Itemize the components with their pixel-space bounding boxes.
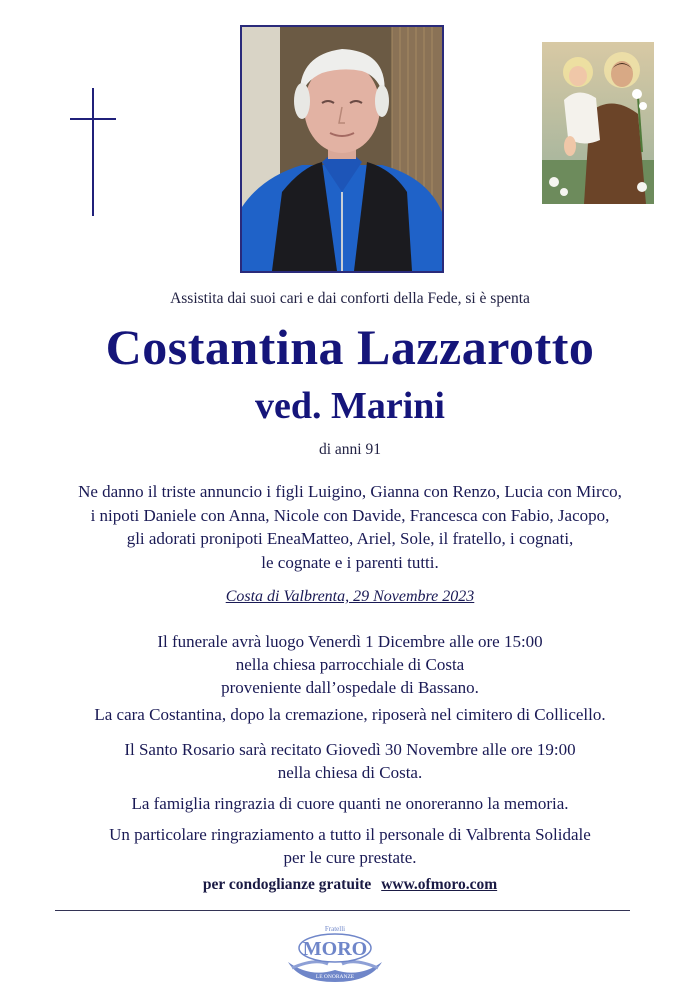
age-text: di anni 91	[319, 441, 381, 458]
funeral-line: proveniente dall’ospedale di Bassano.	[221, 678, 479, 697]
place-date	[0, 588, 700, 606]
announcement-paragraph	[0, 480, 700, 574]
funeral-line: Il funerale avrà luogo Venerdì 1 Dicembre alle ore 15:00	[157, 632, 543, 651]
rosary-info	[0, 738, 700, 784]
staff-thanks	[0, 823, 700, 869]
saint-image	[542, 42, 654, 204]
condolences-link[interactable]: www.ofmoro.com	[381, 876, 498, 893]
place-date-text: Costa di Valbrenta, 29 Novembre 2023	[225, 588, 475, 605]
staff-thanks-line: Un particolare ringraziamento a tutto il personale di Valbrenta Solidale	[109, 825, 591, 844]
cross-icon	[70, 88, 116, 218]
deceased-name: Costantina Lazzarotto	[105, 319, 595, 375]
rosary-line: nella chiesa di Costa.	[277, 763, 423, 782]
logo-bottom-text: LE ONORANZE	[315, 974, 355, 980]
family-thanks: La famiglia ringrazia di cuore quanti ne onoreranno la memoria.	[131, 794, 569, 813]
funeral-home-logo	[280, 922, 390, 984]
announcement-line: gli adorati pronipoti EneaMatteo, Ariel, Sole, il fratello, i cognati,	[126, 529, 574, 548]
condolences-line	[0, 876, 700, 894]
intro-text: Assistita dai suoi cari e dai conforti della Fede, si è spenta	[170, 290, 530, 307]
divider	[55, 910, 630, 911]
logo-top-text: Fratelli	[324, 925, 346, 933]
announcement-line: le cognate e i parenti tutti.	[261, 552, 439, 572]
condolences-label: per condoglianze gratuite	[202, 876, 372, 893]
funeral-info	[0, 630, 700, 699]
funeral-line: nella chiesa parrocchiale di Costa	[235, 655, 465, 674]
staff-thanks-line: per le cure prestate.	[283, 848, 417, 867]
rosary-line: Il Santo Rosario sarà recitato Giovedì 30 Novembre alle ore 19:00	[124, 740, 576, 759]
widow-surname: ved. Marini	[255, 385, 445, 427]
announcement-line: i nipoti Daniele con Anna, Nicole con Davide, Francesca con Fabio, Jacopo,	[90, 505, 610, 525]
portrait-photo	[240, 25, 444, 273]
cremation-info: La cara Costantina, dopo la cremazione, riposerà nel cimitero di Collicello.	[94, 705, 606, 724]
announcement-line: Ne danno il triste annuncio i figli Luigino, Gianna con Renzo, Lucia con Mirco,	[78, 482, 622, 501]
logo-main-text: MORO	[302, 938, 368, 960]
